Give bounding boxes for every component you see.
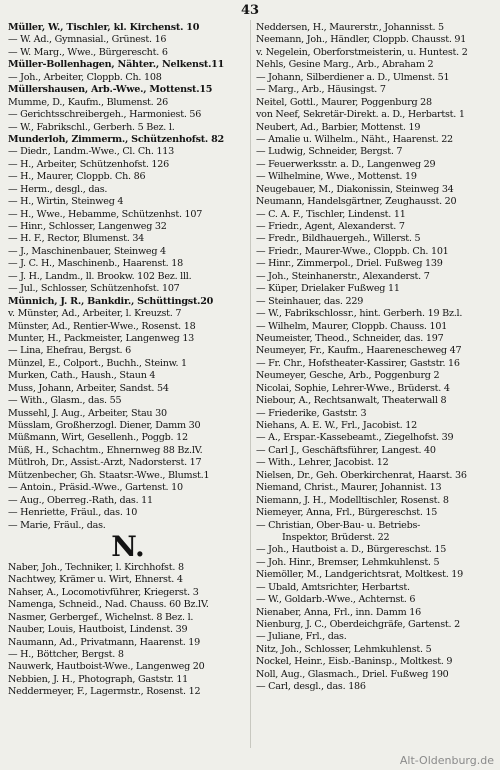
directory-entry: Niemeyer, Anna, Frl., Bürgereschst. 15 — [256, 507, 438, 519]
page-number: 43 — [240, 3, 260, 18]
directory-entry: Münzel, E., Colport., Buchh., Steinw. 1 — [8, 357, 187, 369]
directory-entry: — With., Glasm., das. 55 — [8, 395, 122, 407]
directory-entry: — Küper, Drielaker Fußweg 11 — [256, 283, 400, 295]
directory-entry: — Ubald, Amtsrichter, Herbartst. — [256, 581, 410, 593]
directory-entry: — Fr. Chr., Hofstheater-Kassirer, Gaststr. 16 — [256, 357, 460, 369]
directory-entry: Müß, H., Schachtm., Ehnernweg 88 Bz.lV. — [8, 444, 203, 456]
directory-entry: Münster, Ad., Rentier-Wwe., Rosenst. 18 — [8, 320, 196, 332]
directory-entry: Nockel, Heinr., Eisb.-Baninsp., Moltkest. 9 — [256, 656, 453, 668]
right-column — [256, 22, 496, 694]
directory-entry: Mumme, D., Kaufm., Blumenst. 26 — [8, 96, 168, 108]
directory-entry: Neumann, Handelsgärtner, Zeughausst. 20 — [256, 196, 457, 208]
directory-entry: Neumeyer, Fr., Kaufm., Haarenescheweg 47 — [256, 345, 462, 357]
directory-entry: — W., Fabrikschlossr., hint. Gerberh. 19 Bz.l. — [256, 308, 463, 320]
directory-entry: — Joh., Hautboist a. D., Bürgereschst. 15 — [256, 544, 447, 556]
directory-entry: — H., Wirtin, Steinweg 4 — [8, 196, 124, 208]
directory-entry: — A., Erspar.-Kassebeamt., Ziegelhofst. 39 — [256, 432, 454, 444]
directory-entry: Neemann, Joh., Händler, Cloppb. Chausst. 91 — [256, 34, 467, 46]
directory-entry: — Joh., Arbeiter, Cloppb. Ch. 108 — [8, 71, 162, 83]
directory-entry: — Joh. Hinr., Bremser, Lehmkuhlenst. 5 — [256, 556, 440, 568]
directory-entry: — C. A. F., Tischler, Lindenst. 11 — [256, 208, 406, 220]
directory-entry: — Steinhauer, das. 229 — [256, 295, 364, 307]
directory-entry: v. Negelein, Oberforstmeisterin, u. Huntest. 2 — [256, 46, 468, 58]
directory-entry: — Friederike, Gaststr. 3 — [256, 407, 367, 419]
directory-entry: Namenga, Schneid., Nad. Chauss. 60 Bz.lV. — [8, 599, 209, 611]
directory-entry: — Diedr., Landm.-Wwe., Cl. Ch. 113 — [8, 146, 175, 158]
directory-entry: — W. Marg., Wwe., Bürgerescht. 6 — [8, 46, 168, 58]
directory-entry: Niemann, J. H., Modelltischler, Rosenst. 8 — [256, 494, 449, 506]
directory-entry: — Hinr., Schlosser, Langenweg 32 — [8, 221, 167, 232]
directory-entry: Nehls, Gesine Marg., Arb., Abraham 2 — [256, 59, 434, 71]
directory-entry: Nitz, Joh., Schlosser, Lehmkuhlenst. 5 — [256, 643, 432, 655]
directory-entry: Mütlroh, Dr., Assist.-Arzt, Nadorsterst. 17 — [8, 457, 202, 469]
directory-entry: — H., Böttcher, Bergst. 8 — [8, 649, 124, 660]
directory-entry: Nebbien, J. H., Photograph, Gaststr. 11 — [8, 673, 189, 685]
directory-entry: Inspektor, Brüderst. 22 — [282, 531, 390, 543]
directory-entry: — Wilhelm, Maurer, Cloppb. Chauss. 101 — [256, 320, 448, 332]
directory-entry: — Feuerwerksstr. a. D., Langenweg 29 — [256, 158, 436, 170]
directory-entry: Munderloh, Zimmerm., Schützenhofst. 82 — [8, 133, 224, 145]
directory-entry: Nasmer, Gerbergef., Wichelnst. 8 Bez. l. — [8, 611, 194, 623]
directory-entry: — Jul., Schlosser, Schützenhofst. 107 — [8, 283, 180, 295]
section-letter-heading: N. — [111, 529, 145, 563]
column-divider — [250, 20, 251, 748]
directory-entry: Neubert, Ad., Barbier, Mottenst. 19 — [256, 121, 421, 133]
directory-entry: Neumeister, Theod., Schneider, das. 197 — [256, 332, 444, 344]
directory-entry: — Carl J., Geschäftsführer, Langest. 40 — [256, 444, 436, 456]
directory-entry: — Amalie u. Wilhelm., Näht., Haarenst. 22 — [256, 133, 453, 145]
directory-entry: — Wilhelmine, Wwe., Mottenst. 19 — [256, 171, 417, 183]
directory-entry: Mussehl, J. Aug., Arbeiter, Stau 30 — [8, 407, 167, 419]
directory-entry: Neugebauer, M., Diakonissin, Steinweg 34 — [256, 183, 454, 195]
directory-entry: Müllershausen, Arb.-Wwe., Mottenst.15 — [8, 84, 213, 96]
directory-entry: — Ludwig, Schneider, Bergst. 7 — [256, 146, 403, 158]
directory-entry: Nicolai, Sophie, Lehrer-Wwe., Brüderst. 4 — [256, 382, 450, 394]
directory-entry: Niemand, Christ., Maurer, Johannist. 13 — [256, 482, 442, 494]
directory-entry: Niebour, A., Rechtsanwalt, Theaterwall 8 — [256, 395, 447, 407]
directory-entry: — Friedr., Agent, Alexanderst. 7 — [256, 221, 405, 232]
directory-entry: Noll, Aug., Glasmach., Driel. Fußweg 190 — [256, 668, 449, 680]
directory-entry: — H., Wwe., Hebamme, Schützenhst. 107 — [8, 208, 203, 220]
directory-entry: — W. Ad., Gymnasial., Grünest. 16 — [8, 34, 167, 46]
directory-entry: — Marie, Fräul., das. — [8, 519, 106, 531]
directory-entry: — H., Maurer, Cloppb. Ch. 86 — [8, 171, 146, 183]
directory-entry: Nachtwey, Krämer u. Wirt, Ehnerst. 4 — [8, 574, 183, 586]
directory-entry: Müsslam, Großherzogl. Diener, Damm 30 — [8, 420, 201, 431]
directory-entry: Murken, Cath., Haush., Staun 4 — [8, 370, 156, 382]
directory-entry: — Lina, Ehefrau, Bergst. 6 — [8, 345, 132, 357]
directory-entry: — H., Arbeiter, Schützenhofst. 126 — [8, 158, 169, 170]
directory-entry: Muss, Johann, Arbeiter, Sandst. 54 — [8, 382, 169, 394]
directory-entry: — Fredr., Bildhauergeh., Willerst. 5 — [256, 233, 421, 245]
directory-entry: Müller-Bollenhagen, Nähter., Nelkenst.11 — [8, 59, 225, 71]
directory-entry: Naumann, Ad., Privatmann, Haarenst. 19 — [8, 636, 200, 648]
directory-entry: Nauber, Louis, Hautboist, Lindenst. 39 — [8, 624, 188, 636]
directory-entry: v. Münster, Ad., Arbeiter, l. Kreuzst. 7 — [8, 308, 182, 320]
directory-entry: Naber, Joh., Techniker, l. Kirchhofst. 8 — [8, 561, 184, 573]
directory-entry: — Antoin., Präsid.-Wwe., Gartenst. 10 — [8, 482, 183, 494]
directory-entry: Neddersen, H., Maurerstr., Johannisst. 5 — [256, 22, 444, 33]
directory-entry: Niehans, A. E. W., Frl., Jacobist. 12 — [256, 420, 417, 431]
directory-entry: — Carl, desgl., das. 186 — [256, 681, 366, 693]
directory-entry: — J. C. H., Maschinenb., Haarenst. 18 — [8, 258, 183, 270]
directory-entry: Nienburg, J. C., Oberdeichgräfe, Gartenst. 2 — [256, 619, 460, 630]
directory-entry: — W., Goldarb.-Wwe., Achternst. 6 — [256, 594, 416, 606]
directory-entry: — Hinr., Zimmerpol., Driel. Fußweg 139 — [256, 258, 443, 270]
directory-entry: Neumeyer, Gesche, Arb., Poggenburg 2 — [256, 370, 440, 382]
directory-entry: Müßmann, Wirt, Gesellenh., Poggb. 12 — [8, 432, 188, 444]
directory-entry: — Joh., Steinhanerstr., Alexanderst. 7 — [256, 270, 430, 282]
directory-entry: Niemöller, M., Landgerichtsrat, Moltkest. 19 — [256, 569, 464, 581]
directory-entry: — Aug., Oberreg.-Rath, das. 11 — [8, 494, 153, 506]
directory-entry: — J. H., Landm., ll. Brookw. 102 Bez. lll. — [8, 270, 192, 282]
directory-entry: Munter, H., Packmeister, Langenweg 13 — [8, 332, 195, 344]
directory-entry: Müller, W., Tischler, kl. Kirchenst. 10 — [8, 22, 200, 33]
directory-entry: Mützenbecher, Gh. Staatsr.-Wwe., Blumst.1 — [8, 469, 210, 481]
directory-entry: von Neef, Sekretär-Direkt. a. D., Herbartst. 1 — [256, 109, 465, 121]
directory-entry: — Christian, Ober-Bau- u. Betriebs- — [256, 519, 421, 531]
directory-entry: Nienaber, Anna, Frl., inn. Damm 16 — [256, 606, 421, 618]
directory-entry: — With., Lehrer, Jacobist. 12 — [256, 457, 389, 469]
directory-entry: — W., Fabrikschl., Gerberh. 5 Bez. l. — [8, 121, 175, 133]
left-column — [8, 22, 248, 699]
directory-entry: — Juliane, Frl., das. — [256, 631, 347, 643]
directory-entry: Neddermeyer, F., Lagermstr., Rosenst. 12 — [8, 686, 201, 698]
watermark: Alt-Oldenburg.de — [399, 754, 494, 767]
directory-entry: Nielsen, Dr., Geh. Oberkirchenrat, Haarst. 36 — [256, 469, 467, 481]
directory-entry: — H. F., Rector, Blumenst. 34 — [8, 233, 145, 245]
directory-entry: — J., Maschinenbauer, Steinweg 4 — [8, 245, 166, 257]
directory-entry: — Marg., Arb., Häusingst. 7 — [256, 84, 386, 96]
directory-entry: — Friedr., Maurer-Wwe., Cloppb. Ch. 101 — [256, 245, 449, 257]
directory-entry: Neitel, Gottl., Maurer, Poggenburg 28 — [256, 96, 432, 108]
directory-entry: Nauwerk, Hautboist-Wwe., Langenweg 20 — [8, 661, 205, 673]
directory-entry: — Johann, Silberdiener a. D., Ulmenst. 51 — [256, 71, 450, 83]
directory-entry: — Herm., desgl., das. — [8, 183, 108, 195]
directory-entry: Münnich, J. R., Bankdir., Schüttingst.20 — [8, 295, 214, 307]
directory-entry: — Gerichtsschreibergeh., Harmoniest. 56 — [8, 109, 202, 121]
directory-entry: Nahser, A., Locomotivführer, Kriegerst. 3 — [8, 586, 199, 598]
directory-entry: — Henriette, Fräul., das. 10 — [8, 507, 138, 519]
